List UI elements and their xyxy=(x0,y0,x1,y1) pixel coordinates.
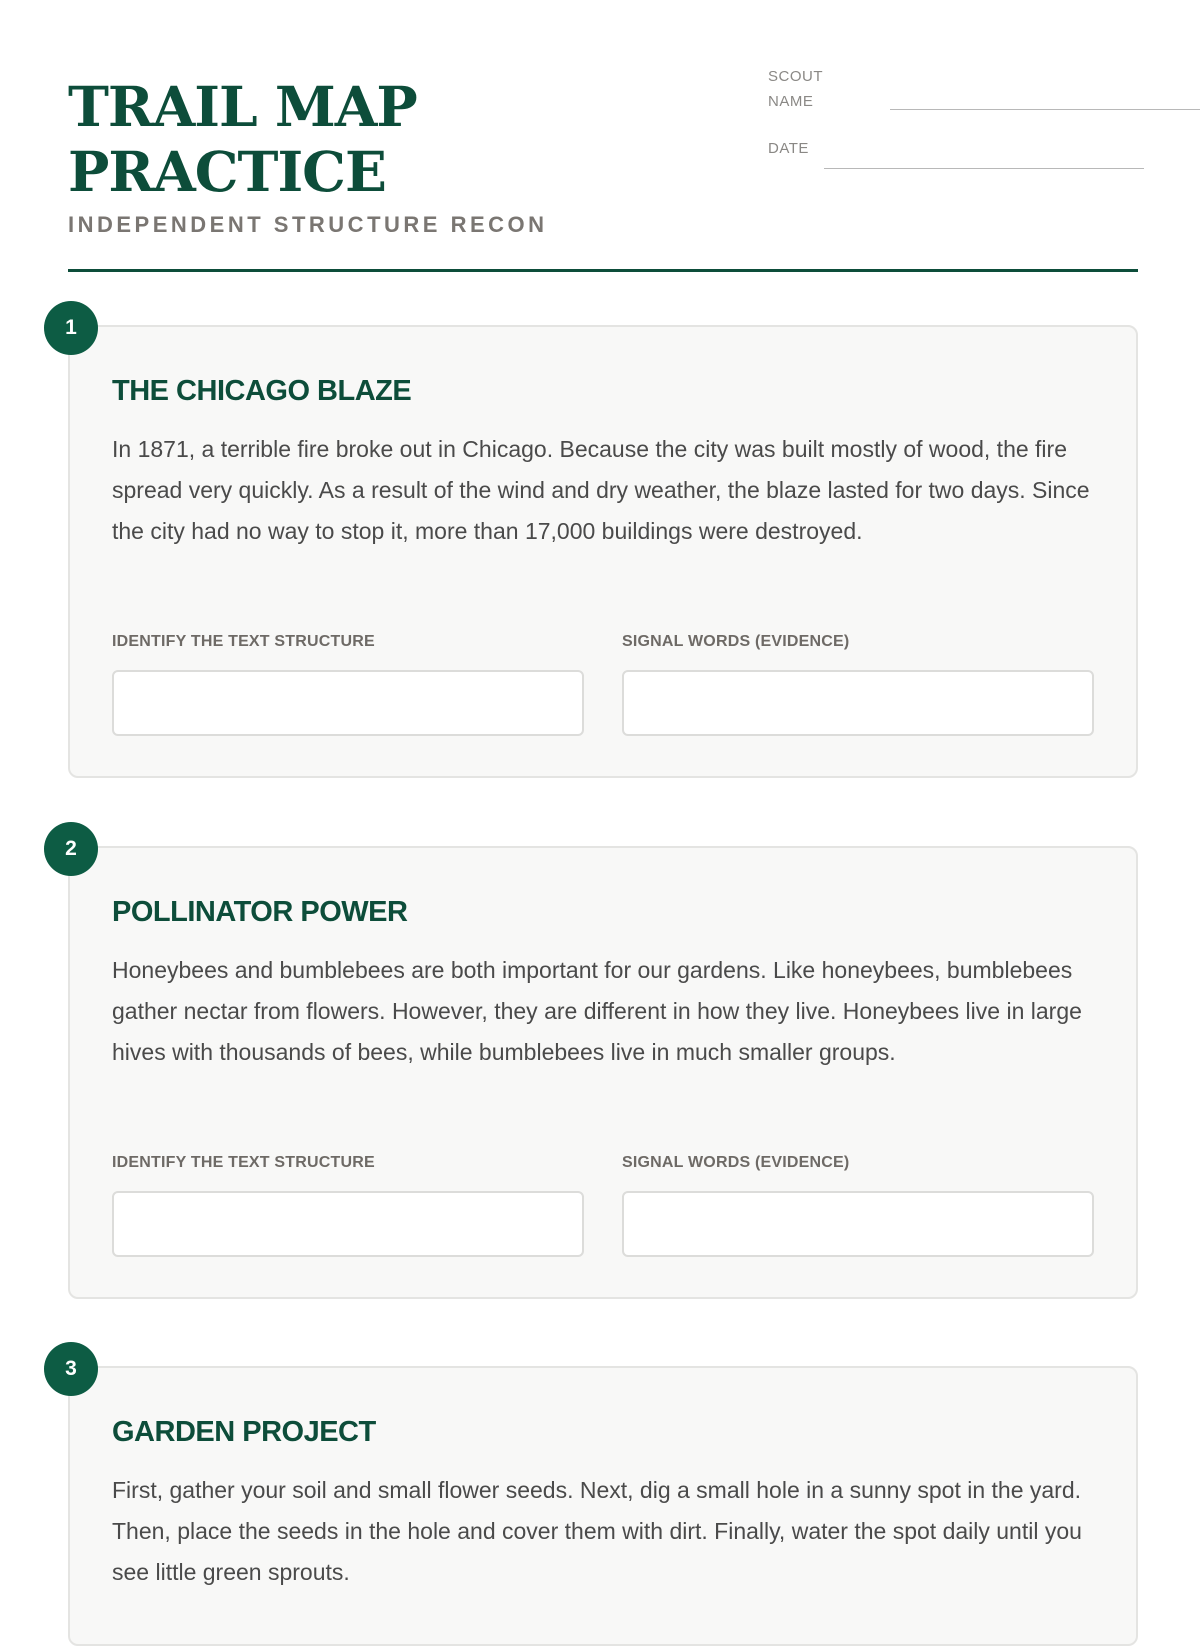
passage-card-2 xyxy=(68,846,1138,1299)
structure-input[interactable] xyxy=(112,670,584,736)
passage-number-badge: 1 xyxy=(44,301,98,355)
structure-input[interactable] xyxy=(112,1191,584,1257)
scout-name-label-line-1: SCOUT xyxy=(768,68,823,85)
structure-label: IDENTIFY THE TEXT STRUCTURE xyxy=(112,1154,375,1171)
worksheet-header xyxy=(68,68,1138,274)
signal-words-input[interactable] xyxy=(622,670,1094,736)
passage-text: In 1871, a terrible fire broke out in Chicago. Because the city was built mostly of wood, the fire spread very quickly. As a result of the wind and dry weather, the blaze lasted for two days. Since the city had no way to stop it, more than 17,000 buildings were destroyed. xyxy=(112,436,1090,544)
title-line-2: PRACTICE xyxy=(68,139,386,204)
signal-words-label: SIGNAL WORDS (EVIDENCE) xyxy=(622,633,850,650)
scout-name-label xyxy=(768,64,823,114)
signal-words-label: SIGNAL WORDS (EVIDENCE) xyxy=(622,1154,850,1171)
passage-text: Honeybees and bumblebees are both important for our gardens. Like honeybees, bumblebees gather nectar from flowers. However, they are different in how they live. Honeybees live in large hives with thousands of bees, while bumblebees live in much smaller groups. xyxy=(112,957,1082,1065)
worksheet-title xyxy=(68,74,628,204)
passage-text: First, gather your soil and small flower seeds. Next, dig a small hole in a sunny spot in the yard. Then, place the seeds in the hole and cover them with dirt. Finally, water the spot daily until you see little green sprouts. xyxy=(112,1477,1082,1585)
title-line-1: TRAIL MAP xyxy=(68,74,417,139)
header-divider xyxy=(68,269,1138,272)
passage-number-badge: 2 xyxy=(44,822,98,876)
structure-label: IDENTIFY THE TEXT STRUCTURE xyxy=(112,633,375,650)
scout-name-line[interactable] xyxy=(890,109,1200,110)
passage-number-badge: 3 xyxy=(44,1342,98,1396)
signal-words-input[interactable] xyxy=(622,1191,1094,1257)
passage-card-1 xyxy=(68,325,1138,778)
passage-title: POLLINATOR POWER xyxy=(112,896,408,928)
date-line[interactable] xyxy=(824,168,1144,169)
passage-title: THE CHICAGO BLAZE xyxy=(112,375,412,407)
passage-card-3 xyxy=(68,1366,1138,1646)
date-label: DATE xyxy=(768,140,809,157)
scout-name-label-line-2: NAME xyxy=(768,93,814,110)
passage-title: GARDEN PROJECT xyxy=(112,1416,376,1448)
worksheet-subtitle: INDEPENDENT STRUCTURE RECON xyxy=(68,212,548,237)
